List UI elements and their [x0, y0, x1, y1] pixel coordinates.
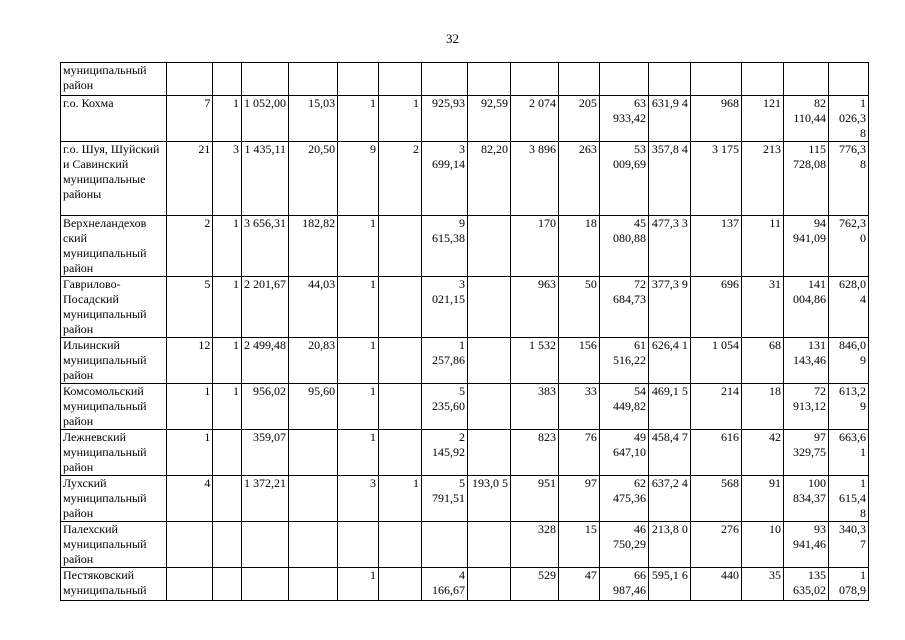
- data-cell: 45 080,88: [599, 216, 648, 277]
- data-cell: [421, 63, 467, 96]
- data-cell: [289, 522, 338, 568]
- table-row: [61, 96, 869, 142]
- data-cell: [213, 430, 242, 476]
- row-label-cell: Пестяковский муниципальный: [61, 568, 167, 601]
- data-cell: 131 143,46: [783, 338, 828, 384]
- data-cell: [289, 476, 338, 522]
- data-cell: [338, 63, 379, 96]
- data-cell: [167, 568, 213, 601]
- data-cell: 1 615,4 8: [828, 476, 868, 522]
- data-cell: 595,1 6: [649, 568, 691, 601]
- data-cell: [379, 216, 422, 277]
- data-cell: [828, 63, 868, 96]
- data-cell: 5 235,60: [421, 384, 467, 430]
- data-cell: [468, 277, 511, 338]
- data-cell: 1: [167, 384, 213, 430]
- data-cell: 469,1 5: [649, 384, 691, 430]
- data-cell: 20,50: [289, 142, 338, 216]
- data-cell: 214: [690, 384, 741, 430]
- data-cell: 213: [742, 142, 784, 216]
- data-cell: [167, 63, 213, 96]
- data-cell: [167, 522, 213, 568]
- data-cell: [242, 63, 289, 96]
- data-cell: [599, 63, 648, 96]
- row-label-cell: Лухский муниципальный район: [61, 476, 167, 522]
- data-cell: 956,02: [242, 384, 289, 430]
- data-cell: 383: [510, 384, 558, 430]
- data-cell: 1 257,86: [421, 338, 467, 384]
- row-label-cell: Верхнеландехов ский муниципальный район: [61, 216, 167, 277]
- data-cell: 42: [742, 430, 784, 476]
- data-cell: 5 791,51: [421, 476, 467, 522]
- data-cell: 61 516,22: [599, 338, 648, 384]
- statistics-table: [60, 62, 869, 601]
- data-cell: [649, 63, 691, 96]
- data-cell: 205: [559, 96, 600, 142]
- data-cell: 762,3 0: [828, 216, 868, 277]
- table-row: [61, 476, 869, 522]
- data-cell: 613,2 9: [828, 384, 868, 430]
- data-cell: 2 145,92: [421, 430, 467, 476]
- data-cell: 776,3 8: [828, 142, 868, 216]
- data-cell: 2 074: [510, 96, 558, 142]
- data-cell: [468, 384, 511, 430]
- data-cell: 91: [742, 476, 784, 522]
- data-cell: [379, 384, 422, 430]
- data-cell: 156: [559, 338, 600, 384]
- table-row: [61, 568, 869, 601]
- data-cell: 9: [338, 142, 379, 216]
- data-cell: 276: [690, 522, 741, 568]
- data-cell: 1 052,00: [242, 96, 289, 142]
- data-cell: 141 004,86: [783, 277, 828, 338]
- data-cell: 823: [510, 430, 558, 476]
- data-cell: 115 728,08: [783, 142, 828, 216]
- row-label-cell: г.о. Шуя, Шуйский и Савинский муниципальные районы: [61, 142, 167, 216]
- data-cell: [468, 338, 511, 384]
- data-cell: 1: [379, 476, 422, 522]
- data-cell: 46 750,29: [599, 522, 648, 568]
- data-cell: 97: [559, 476, 600, 522]
- data-cell: 1 435,11: [242, 142, 289, 216]
- data-cell: 1: [167, 430, 213, 476]
- data-cell: 7: [167, 96, 213, 142]
- data-cell: 663,6 1: [828, 430, 868, 476]
- data-cell: 1: [213, 384, 242, 430]
- data-cell: [213, 476, 242, 522]
- data-cell: 2: [167, 216, 213, 277]
- data-cell: 76: [559, 430, 600, 476]
- data-cell: 18: [742, 384, 784, 430]
- table-row: [61, 430, 869, 476]
- row-label-cell: Лежневский муниципальный район: [61, 430, 167, 476]
- data-cell: 340,3 7: [828, 522, 868, 568]
- data-cell: 95,60: [289, 384, 338, 430]
- data-cell: [213, 522, 242, 568]
- data-cell: 93 941,46: [783, 522, 828, 568]
- table-row: [61, 338, 869, 384]
- data-cell: 1 532: [510, 338, 558, 384]
- data-cell: 1: [213, 216, 242, 277]
- data-cell: [468, 522, 511, 568]
- data-cell: 3: [213, 142, 242, 216]
- data-cell: 63 933,42: [599, 96, 648, 142]
- data-cell: [242, 568, 289, 601]
- row-label-cell: г.о. Кохма: [61, 96, 167, 142]
- data-cell: 1 372,21: [242, 476, 289, 522]
- row-label-cell: Ильинский муниципальный район: [61, 338, 167, 384]
- data-cell: 47: [559, 568, 600, 601]
- data-cell: 9 615,38: [421, 216, 467, 277]
- data-cell: 170: [510, 216, 558, 277]
- data-cell: 1 026,3 8: [828, 96, 868, 142]
- data-cell: 213,8 0: [649, 522, 691, 568]
- data-cell: 49 647,10: [599, 430, 648, 476]
- data-cell: [559, 63, 600, 96]
- data-cell: 846,0 9: [828, 338, 868, 384]
- data-cell: 121: [742, 96, 784, 142]
- data-cell: [742, 63, 784, 96]
- data-cell: 1 078,9: [828, 568, 868, 601]
- data-cell: 377,3 9: [649, 277, 691, 338]
- row-label-cell: муниципальный район: [61, 63, 167, 96]
- data-cell: [468, 63, 511, 96]
- data-cell: 951: [510, 476, 558, 522]
- data-cell: 82,20: [468, 142, 511, 216]
- data-cell: 628,0 4: [828, 277, 868, 338]
- data-cell: 1 054: [690, 338, 741, 384]
- data-cell: 1: [213, 338, 242, 384]
- data-cell: [468, 216, 511, 277]
- data-cell: 44,03: [289, 277, 338, 338]
- data-cell: 2 499,48: [242, 338, 289, 384]
- data-cell: 11: [742, 216, 784, 277]
- data-cell: 1: [213, 277, 242, 338]
- data-cell: 54 449,82: [599, 384, 648, 430]
- data-cell: 35: [742, 568, 784, 601]
- data-cell: 3 175: [690, 142, 741, 216]
- data-cell: 4: [167, 476, 213, 522]
- data-cell: 263: [559, 142, 600, 216]
- data-cell: [213, 568, 242, 601]
- data-cell: 968: [690, 96, 741, 142]
- data-cell: [379, 277, 422, 338]
- table-row: [61, 142, 869, 216]
- data-cell: 529: [510, 568, 558, 601]
- data-cell: [289, 63, 338, 96]
- data-cell: 72 913,12: [783, 384, 828, 430]
- data-cell: 3 021,15: [421, 277, 467, 338]
- data-cell: 2: [379, 142, 422, 216]
- data-cell: 616: [690, 430, 741, 476]
- data-cell: 137: [690, 216, 741, 277]
- data-cell: 568: [690, 476, 741, 522]
- data-cell: 193,0 5: [468, 476, 511, 522]
- table-row: [61, 277, 869, 338]
- data-cell: [379, 522, 422, 568]
- data-cell: 696: [690, 277, 741, 338]
- data-cell: 20,83: [289, 338, 338, 384]
- data-cell: 3 896: [510, 142, 558, 216]
- data-cell: 92,59: [468, 96, 511, 142]
- data-cell: 637,2 4: [649, 476, 691, 522]
- data-cell: 1: [338, 384, 379, 430]
- data-cell: 357,8 4: [649, 142, 691, 216]
- data-cell: 15: [559, 522, 600, 568]
- data-cell: 94 941,09: [783, 216, 828, 277]
- data-cell: [690, 63, 741, 96]
- data-cell: 1: [338, 568, 379, 601]
- data-cell: 963: [510, 277, 558, 338]
- table-row: [61, 384, 869, 430]
- data-cell: 359,07: [242, 430, 289, 476]
- data-cell: [213, 63, 242, 96]
- data-cell: [289, 430, 338, 476]
- data-cell: 5: [167, 277, 213, 338]
- data-cell: [468, 430, 511, 476]
- data-cell: [421, 522, 467, 568]
- data-cell: 10: [742, 522, 784, 568]
- data-cell: 68: [742, 338, 784, 384]
- data-cell: [379, 430, 422, 476]
- data-cell: 31: [742, 277, 784, 338]
- data-cell: 53 009,69: [599, 142, 648, 216]
- data-cell: 72 684,73: [599, 277, 648, 338]
- data-cell: 100 834,37: [783, 476, 828, 522]
- data-cell: 15,03: [289, 96, 338, 142]
- table-row: [61, 216, 869, 277]
- data-cell: 328: [510, 522, 558, 568]
- data-cell: [379, 63, 422, 96]
- data-cell: 1: [338, 216, 379, 277]
- data-cell: 626,4 1: [649, 338, 691, 384]
- data-cell: [242, 522, 289, 568]
- data-cell: 1: [338, 338, 379, 384]
- data-cell: [510, 63, 558, 96]
- data-cell: 477,3 3: [649, 216, 691, 277]
- data-cell: 135 635,02: [783, 568, 828, 601]
- data-cell: 12: [167, 338, 213, 384]
- data-cell: 1: [338, 430, 379, 476]
- data-cell: 50: [559, 277, 600, 338]
- data-cell: 925,93: [421, 96, 467, 142]
- data-cell: [289, 568, 338, 601]
- data-cell: 1: [213, 96, 242, 142]
- data-cell: [379, 338, 422, 384]
- data-cell: 3: [338, 476, 379, 522]
- data-cell: 631,9 4: [649, 96, 691, 142]
- page-number: 32: [446, 31, 459, 46]
- data-cell: 62 475,36: [599, 476, 648, 522]
- data-cell: 4 166,67: [421, 568, 467, 601]
- data-cell: [338, 522, 379, 568]
- row-label-cell: Гаврилово-Посадский муниципальный район: [61, 277, 167, 338]
- data-cell: 2 201,67: [242, 277, 289, 338]
- data-cell: 1: [338, 277, 379, 338]
- data-cell: 66 987,46: [599, 568, 648, 601]
- data-cell: 82 110,44: [783, 96, 828, 142]
- data-cell: 440: [690, 568, 741, 601]
- data-cell: 3 699,14: [421, 142, 467, 216]
- data-cell: 1: [338, 96, 379, 142]
- data-cell: 18: [559, 216, 600, 277]
- data-cell: 182,82: [289, 216, 338, 277]
- data-cell: 97 329,75: [783, 430, 828, 476]
- data-cell: 3 656,31: [242, 216, 289, 277]
- data-cell: 21: [167, 142, 213, 216]
- row-label-cell: Комсомольский муниципальный район: [61, 384, 167, 430]
- row-label-cell: Палехский муниципальный район: [61, 522, 167, 568]
- data-cell: [379, 568, 422, 601]
- data-cell: [468, 568, 511, 601]
- table-row: [61, 522, 869, 568]
- data-cell: 1: [379, 96, 422, 142]
- data-cell: 458,4 7: [649, 430, 691, 476]
- table-body: [61, 63, 869, 601]
- table-row: [61, 63, 869, 96]
- data-cell: [783, 63, 828, 96]
- data-cell: 33: [559, 384, 600, 430]
